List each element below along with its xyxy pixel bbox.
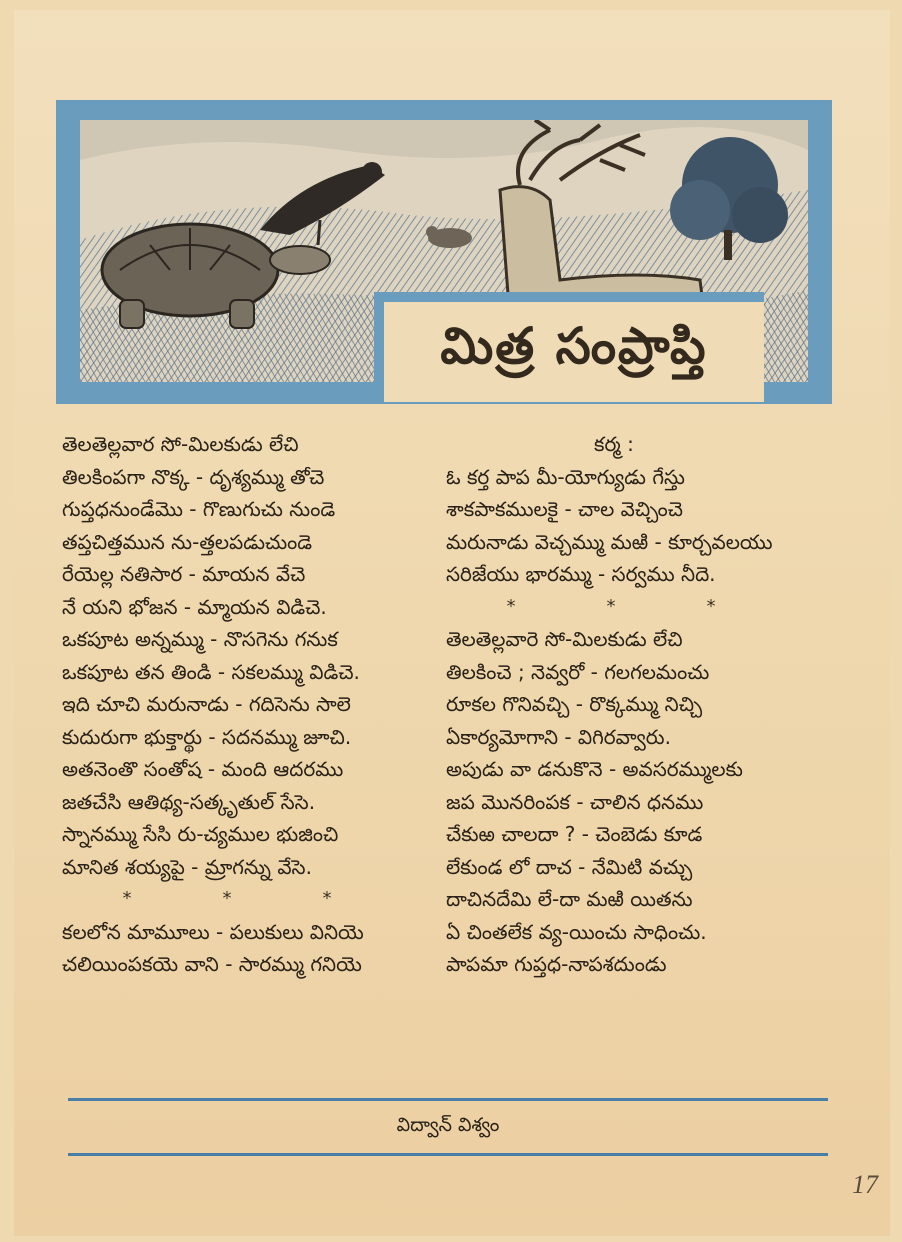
poem-line: చేకుఱ చాలదా ? - చెంబెడు కూడ xyxy=(446,822,703,846)
poem-line: తెలతెల్లవార సో-మిలకుడు లేచి xyxy=(62,432,299,456)
poem-line: రూకల గొనివచ్చి - రొక్కమ్ము నిచ్చి xyxy=(446,692,703,716)
poem-line: ఓ కర్త పాప మీ-యోగ్యుడు గేస్తు xyxy=(446,464,685,489)
poem-line: లేకుండ లో దాచ - నేమిటి వచ్చు xyxy=(446,854,693,879)
poem-line: నే యని భోజన - మ్మాయన విడిచె. xyxy=(62,594,327,619)
poem-line: కుదురుగా భుక్తార్థు - సదనమ్ము జూచి. xyxy=(62,724,352,749)
poem-line: ఏ చింతలేక వ్య-యించు సాధించు. xyxy=(446,919,707,944)
star-mark: * xyxy=(606,595,616,617)
section-divider-stars xyxy=(62,883,392,916)
poem-line: పాపమా గుప్తధ-నాపశదుండు xyxy=(446,952,667,976)
poem-line: శాకపాకములకై - చాల వెచ్చించె xyxy=(446,497,684,521)
poem-line: స్నానమ్ము సేసి రు-చ్యముల భుజించి xyxy=(62,822,339,846)
star-mark: * xyxy=(122,888,132,909)
poem-line: ఒకపూట అన్నమ్ము - నొసగెను గనుక xyxy=(62,627,338,651)
poem-line: తిలకింపగా నొక్క - దృశ్యమ్ము తోచె xyxy=(62,464,325,489)
poem-line: దాచినదేమి లే-దా మఱి యితను xyxy=(446,887,693,911)
star-mark: * xyxy=(506,595,516,617)
left-poem-column xyxy=(62,428,462,981)
poem-line: మరునాడు వెచ్చమ్ము మఱి - కూర్చవలయు xyxy=(446,529,773,554)
speaker-label: కర్మ : xyxy=(594,432,634,456)
poem-line: ఏకార్యమోగాని - విగిరవ్వారు. xyxy=(446,724,671,749)
star-mark: * xyxy=(222,888,232,909)
poem-line: ఇది చూచి మరునాడు - గదిసెను సాలె xyxy=(62,692,351,716)
poem-line: సరిజేయు భారమ్ము - సర్వము నీదె. xyxy=(446,562,716,586)
poem-line: తెలతెల్లవారె సో-మిలకుడు లేచి xyxy=(446,627,683,651)
poem-line: గుప్తధనుండేమొ - గొణుగుచు నుండె xyxy=(62,497,336,521)
poem-line: జతచేసి ఆతిథ్య-సత్కృతుల్ సేసె. xyxy=(62,789,316,814)
poem-line: తిలకించె ; నెవ్వరో - గలగలమంచు xyxy=(446,659,710,684)
poem-line: తప్తచిత్తమున ను-త్తలపడుచుండె xyxy=(62,529,313,554)
author-credit: విద్వాన్ విశ్వం xyxy=(396,1114,500,1136)
poem-line: అపుడు వా డనుకొనె - అవసరమ్ములకు xyxy=(446,757,743,781)
footer-rule-bottom xyxy=(68,1153,828,1156)
poem-line: జప మొనరింపక - చాలిన ధనము xyxy=(446,789,704,814)
section-divider-stars xyxy=(446,591,776,624)
star-mark: * xyxy=(322,888,332,909)
title-box xyxy=(374,292,764,402)
poem-line: రేయెల్ల నతిసార - మాయన వేచె xyxy=(62,562,306,586)
poem-line: కలలోన మామూలు - పలుకులు వినియె xyxy=(62,919,364,944)
footer-rule-top xyxy=(68,1098,828,1101)
right-poem-column xyxy=(446,428,846,981)
poem-line: చలియింపకయె వాని - సారమ్ము గనియె xyxy=(62,952,362,976)
poem-line: అతనెంతొ సంతోష - మంది ఆదరము xyxy=(62,757,344,781)
page-title: మిత్ర సంప్రాప్తి xyxy=(440,316,708,375)
star-mark: * xyxy=(706,595,716,617)
page-number: 17 xyxy=(852,1170,878,1199)
poem-line: మానిత శయ్యపై - మ్రాగన్ను వేసె. xyxy=(62,854,312,879)
poem-line: ఒకపూట తన తిండి - సకలమ్ము విడిచె. xyxy=(62,659,360,684)
